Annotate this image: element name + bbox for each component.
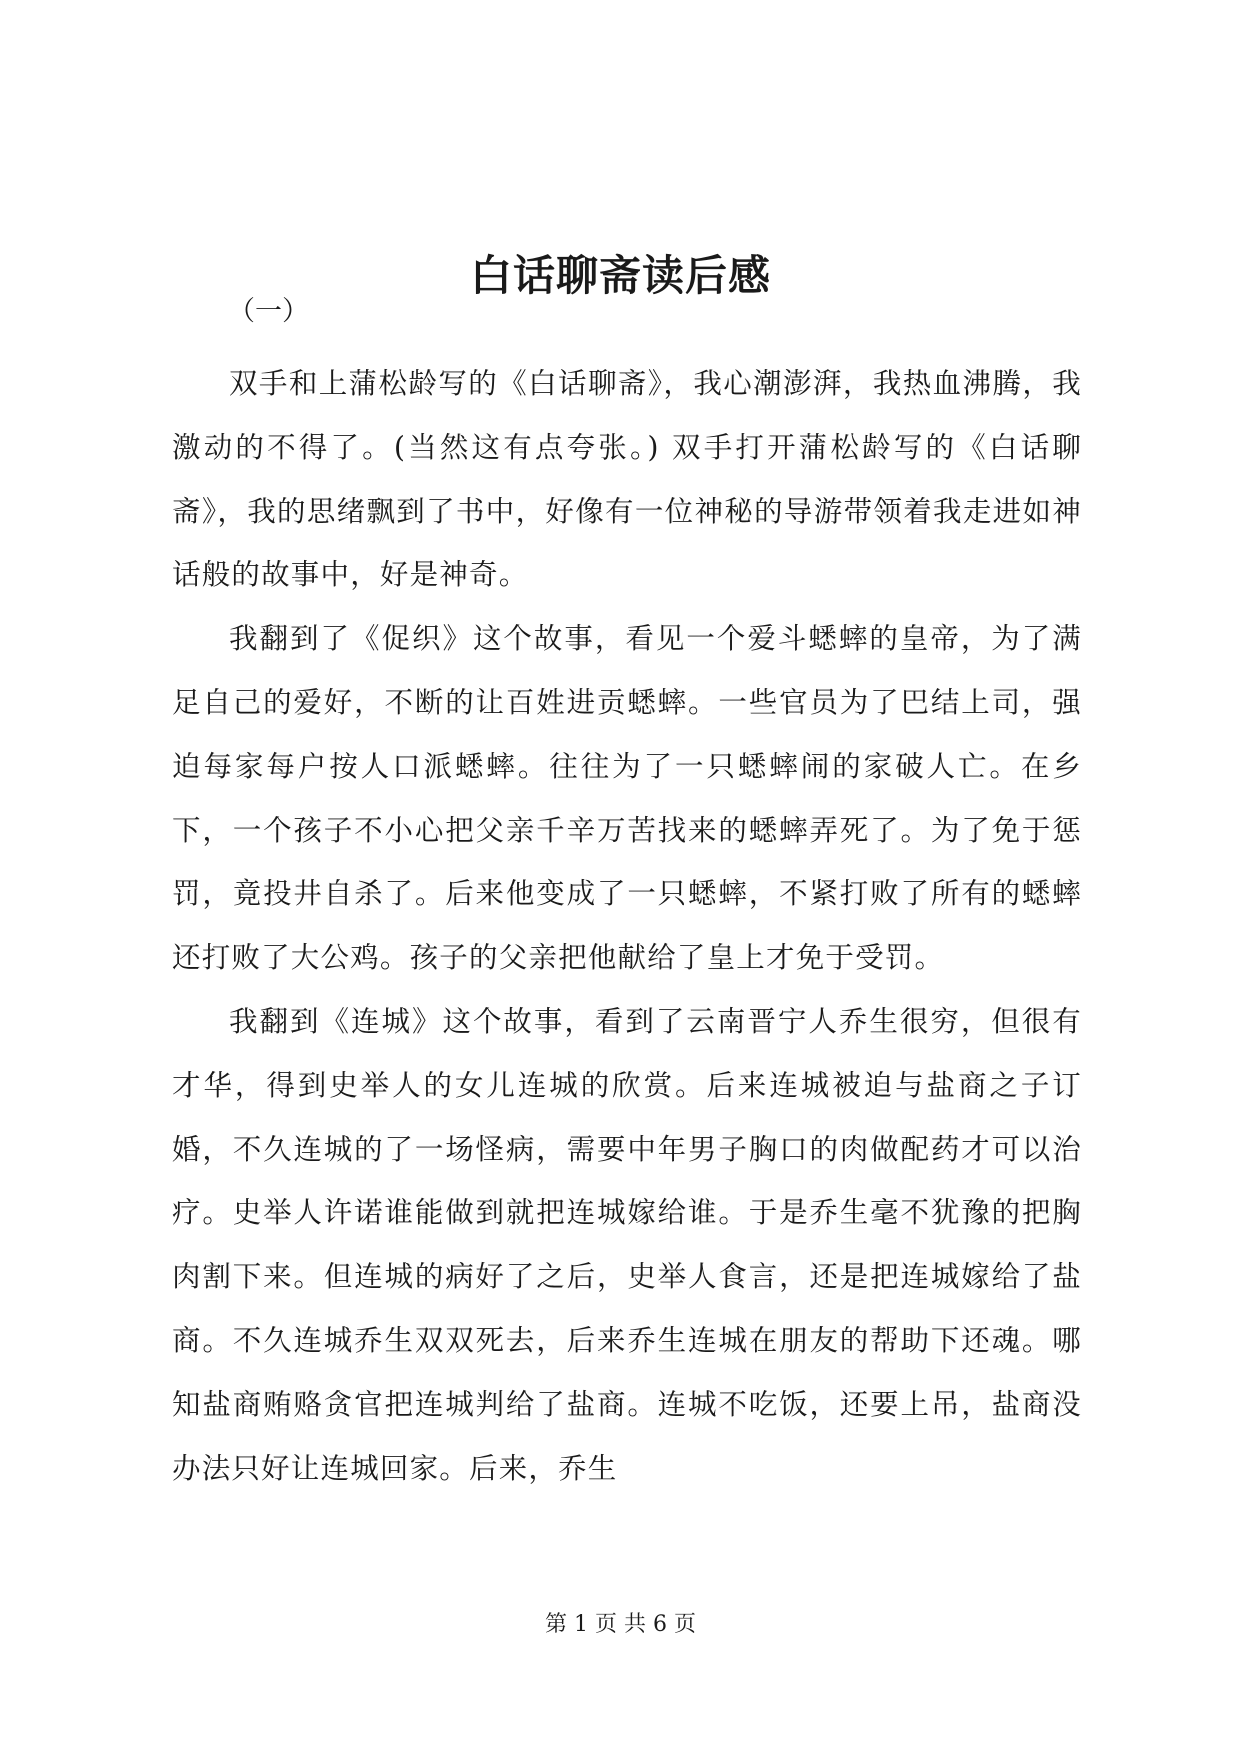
paragraph: 双手和上蒲松龄写的《白话聊斋》，我心潮澎湃，我热血沸腾，我激动的不得了。(当然这有点夸张。) 双手打开蒲松龄写的《白话聊斋》，我的思绪飘到了书中，好像有一位神秘的导游带领着我走进如神话般的故事中，好是神奇。 [172,367,1082,592]
paragraph: 我翻到《连城》这个故事，看到了云南晋宁人乔生很穷，但很有才华，得到史举人的女儿连城的欣赏。后来连城被迫与盐商之子订婚，不久连城的了一场怪病，需要中年男子胸口的肉做配药才可以治疗。史举人许诺谁能做到就把连城嫁给谁。于是乔生毫不犹豫的把胸肉割下来。但连城的病好了之后，史举人食言，还是把连城嫁给了盐商。不久连城乔生双双死去，后来乔生连城在朋友的帮助下还魂。哪知盐商贿赂贪官把连城判给了盐商。连城不吃饭，还要上吊，盐商没办法只好让连城回家。后来，乔生 [172,1004,1082,1485]
paragraph: 我翻到了《促织》这个故事，看见一个爱斗蟋蟀的皇帝，为了满足自己的爱好，不断的让百姓进贡蟋蟀。一些官员为了巴结上司，强迫每家每户按人口派蟋蟀。往往为了一只蟋蟀闹的家破人亡。在乡下，一个孩子不小心把父亲千辛万苦找来的蟋蟀弄死了。为了免于惩罚，竟投井自杀了。后来他变成了一只蟋蟀，不紧打败了所有的蟋蟀还打败了大公鸡。孩子的父亲把他献给了皇上才免于受罚。 [172,622,1082,975]
section-marker: （一） [228,296,309,327]
document-title: 白话聊斋读后感 [469,251,771,301]
document-body [172,352,1082,1500]
page-footer: 第 1 页 共 6 页 [545,1612,696,1637]
